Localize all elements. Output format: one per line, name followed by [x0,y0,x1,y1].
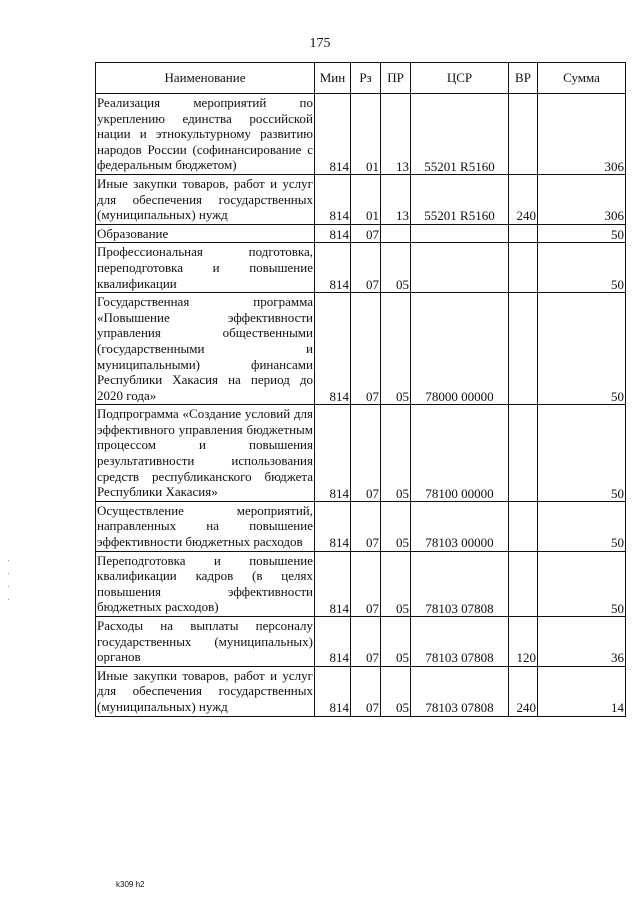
cell-csr [411,224,509,243]
cell-rz: 07 [351,224,381,243]
cell-name: Переподготовка и повышение квалификации кадров (в целях повышения эффективности бюджетных расходов) [96,551,315,616]
cell-min: 814 [315,174,351,224]
cell-min: 814 [315,666,351,716]
cell-vr [509,224,538,243]
footer-code: k309 h2 [116,880,145,889]
cell-sum: 14 [538,666,626,716]
cell-rz: 07 [351,405,381,502]
cell-rz: 07 [351,551,381,616]
column-header-csr: ЦСР [411,63,509,94]
table-row [96,617,626,667]
cell-rz: 07 [351,243,381,293]
cell-sum: 50 [538,551,626,616]
cell-sum: 50 [538,243,626,293]
cell-vr: 240 [509,174,538,224]
table-row [96,224,626,243]
cell-rz: 07 [351,617,381,667]
cell-pr: 13 [381,174,411,224]
cell-csr: 78100 00000 [411,405,509,502]
cell-vr [509,243,538,293]
column-header-name: Наименование [96,63,315,94]
cell-sum: 50 [538,405,626,502]
column-header-sum: Сумма [538,63,626,94]
cell-sum: 50 [538,501,626,551]
cell-vr: 120 [509,617,538,667]
column-header-rz: Рз [351,63,381,94]
cell-vr [509,501,538,551]
table-body [96,94,626,717]
cell-sum: 36 [538,617,626,667]
column-header-pr: ПР [381,63,411,94]
cell-min: 814 [315,501,351,551]
cell-vr: 240 [509,666,538,716]
table-row [96,94,626,175]
cell-csr: 78103 07808 [411,666,509,716]
column-header-vr: ВР [509,63,538,94]
cell-min: 814 [315,293,351,405]
cell-pr: 13 [381,94,411,175]
cell-csr: 55201 R5160 [411,94,509,175]
table-row [96,174,626,224]
cell-name: Образование [96,224,315,243]
cell-vr [509,405,538,502]
table-row [96,243,626,293]
cell-pr: 05 [381,243,411,293]
cell-pr: 05 [381,617,411,667]
cell-min: 814 [315,551,351,616]
cell-name: Иные закупки товаров, работ и услуг для обеспечения государственных (муниципальных) нужд [96,666,315,716]
budget-table [95,62,626,717]
cell-min: 814 [315,94,351,175]
cell-pr: 05 [381,293,411,405]
table-header-row [96,63,626,94]
cell-sum: 50 [538,293,626,405]
cell-pr: 05 [381,666,411,716]
cell-csr: 78103 07808 [411,617,509,667]
table-row [96,293,626,405]
cell-name: Государственная программа «Повышение эффективности управления общественными (государственными и муниципальными) финансами Республики Хакасия на период до 2020 года» [96,293,315,405]
table-row [96,551,626,616]
cell-rz: 07 [351,501,381,551]
cell-pr: 05 [381,405,411,502]
cell-min: 814 [315,617,351,667]
cell-sum: 306 [538,174,626,224]
cell-min: 814 [315,224,351,243]
cell-pr: 05 [381,551,411,616]
table-row [96,405,626,502]
cell-csr: 78103 00000 [411,501,509,551]
cell-csr: 55201 R5160 [411,174,509,224]
cell-rz: 01 [351,94,381,175]
margin-marks [8,560,10,620]
cell-sum: 50 [538,224,626,243]
column-header-min: Мин [315,63,351,94]
cell-sum: 306 [538,94,626,175]
cell-rz: 07 [351,293,381,405]
table-row [96,501,626,551]
page-number: 175 [309,36,331,51]
cell-csr: 78000 00000 [411,293,509,405]
cell-csr [411,243,509,293]
cell-name: Иные закупки товаров, работ и услуг для обеспечения государственных (муниципальных) нужд [96,174,315,224]
cell-min: 814 [315,243,351,293]
cell-pr [381,224,411,243]
cell-vr [509,551,538,616]
cell-vr [509,94,538,175]
cell-rz: 07 [351,666,381,716]
cell-name: Осуществление мероприятий, направленных на повышение эффективности бюджетных расходов [96,501,315,551]
cell-pr: 05 [381,501,411,551]
cell-name: Профессиональная подготовка, переподготовка и повышение квалификации [96,243,315,293]
cell-name: Расходы на выплаты персоналу государственных (муниципальных) органов [96,617,315,667]
cell-name: Подпрограмма «Создание условий для эффективного управления бюджетным процессом и повышения результативности использования средств республиканского бюджета Республики Хакасия» [96,405,315,502]
cell-vr [509,293,538,405]
cell-min: 814 [315,405,351,502]
cell-csr: 78103 07808 [411,551,509,616]
cell-rz: 01 [351,174,381,224]
cell-name: Реализация мероприятий по укреплению единства российской нации и этнокультурному развитию народов России (софинансирование с федеральным бюджетом) [96,94,315,175]
table-row [96,666,626,716]
